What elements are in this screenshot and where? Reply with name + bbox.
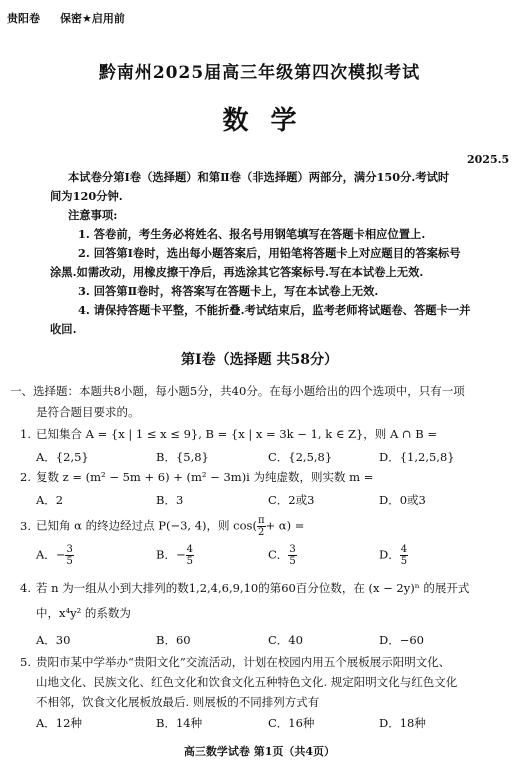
q3-option-d (379, 544, 408, 567)
question-fraction (257, 515, 266, 538)
question-4-line-2: 中，x⁴y² 的系数为 (36, 606, 131, 620)
question-1 (20, 426, 437, 442)
q2-option-b: B．3 (156, 493, 184, 507)
q3-option-a (36, 544, 74, 567)
question-stem-line-1: 贵阳市某中学举办“贵阳文化”交流活动，计划在校园内用五个展板展示阳明文化、 (36, 655, 451, 669)
q3-option-c (268, 544, 297, 567)
fraction-denominator: 2 (258, 527, 265, 538)
q5-option-d: D．18种 (379, 716, 426, 730)
question-number: 2. (20, 470, 31, 484)
option-label: D． (379, 547, 400, 562)
section1-line-2: 是符合题目要求的。 (36, 405, 140, 419)
question-4 (20, 580, 469, 596)
q1-option-a: A．{2,5} (36, 450, 89, 464)
note-3: 3. 回答第Ⅱ卷时，将答案写在答题卡上，写在本试卷上无效. (78, 284, 379, 298)
fraction-numerator: 3 (289, 544, 296, 555)
notes-title: 注意事项: (68, 208, 118, 222)
q1-option-c: C．{2,5,8} (268, 450, 333, 464)
fraction-denominator: 5 (400, 556, 408, 567)
question-2 (20, 469, 373, 485)
option-label: C． (268, 547, 289, 562)
section1-line-1: 一、选择题：本题共8小题，每小题5分，共40分。在每小题给出的四个选项中，只有一项 (10, 384, 465, 398)
note-4: 4. 请保持答题卡平整，不能折叠.考试结束后，监考老师将试题卷、答题卡一并 (78, 303, 471, 317)
q1-option-d: D．{1,2,5,8} (379, 450, 455, 464)
question-5-line-2: 山地文化、民族文化、红色文化和饮食文化五种特色文化. 规定阳明文化与红色文化 (36, 675, 458, 689)
question-stem: 已知集合 A = {x | 1 ≤ x ≤ 9}, B = {x | x = 3k − 1, k ∈ Z}，则 A ∩ B = (36, 427, 437, 441)
fraction-numerator: 3 (66, 544, 73, 555)
option-sign: − (175, 547, 186, 562)
fraction-numerator: π (257, 515, 265, 526)
option-fraction (186, 544, 194, 567)
fraction-denominator: 5 (289, 556, 296, 567)
question-3 (20, 515, 304, 538)
q1-option-b: B．{5,8} (156, 450, 209, 464)
note-2: 2. 回答第Ⅰ卷时，选出每小题答案后，用铅笔将答题卡上对应题目的答案标号 (78, 246, 461, 260)
fraction-numerator: 4 (400, 544, 408, 555)
note-2-cont: 涂黑.如需改动，用橡皮擦干净后，再选涂其它答案标号.写在本试卷上无效. (50, 265, 424, 279)
question-stem-post: + α) = (265, 518, 305, 533)
option-sign: − (55, 547, 66, 562)
part1-title: 第Ⅰ卷（选择题 共58分） (181, 352, 338, 368)
q5-option-a: A．12种 (36, 716, 82, 730)
question-number: 3. (20, 518, 31, 533)
q4-option-c: C．40 (268, 633, 303, 647)
question-stem-pre: 已知角 α 的终边经过点 P(−3, 4)，则 cos( (36, 518, 257, 533)
exam-title: 黔南州2025届高三年级第四次模拟考试 (98, 63, 421, 83)
fraction-denominator: 5 (66, 556, 73, 567)
exam-date: 2025.5 (467, 153, 510, 166)
option-label: A． (36, 547, 56, 562)
q4-option-d: D．−60 (379, 633, 424, 647)
option-label: B． (156, 547, 176, 562)
page-footer: 高三数学试卷 第1页（共4页） (183, 745, 336, 758)
note-4-cont: 收回. (50, 322, 77, 336)
option-fraction (400, 544, 408, 567)
question-number: 5. (20, 655, 31, 669)
intro-line-1: 本试卷分第Ⅰ卷（选择题）和第Ⅱ卷（非选择题）两部分，满分150分.考试时 (68, 170, 450, 184)
q2-option-c: C．2或3 (268, 493, 315, 507)
question-5 (20, 654, 450, 670)
q5-option-b: B．14种 (156, 716, 203, 730)
region-tag: 贵阳卷 (7, 12, 40, 25)
q4-option-a: A．30 (36, 633, 71, 647)
q3-option-b (156, 544, 194, 567)
fraction-denominator: 5 (186, 556, 193, 567)
subject-title: 数学 (222, 106, 319, 136)
question-stem: 复数 z = (m² − 5m + 6) + (m² − 3m)i 为纯虚数，则实数 m = (36, 470, 374, 484)
q4-option-b: B．60 (156, 633, 191, 647)
confidential-tag: 保密★启用前 (60, 12, 125, 25)
question-5-line-3: 不相邻，饮食文化展板放最后. 则展板的不同排列方式有 (36, 695, 320, 709)
option-fraction (288, 544, 296, 567)
note-1: 1. 答卷前，考生务必将姓名、报名号用钢笔填写在答题卡相应位置上. (78, 227, 426, 241)
q2-option-d: D．0或3 (379, 493, 426, 507)
question-number: 1. (20, 427, 31, 441)
q2-option-a: A．2 (36, 493, 64, 507)
intro-line-2: 间为120分钟. (50, 189, 123, 203)
question-stem-line-1: 若 n 为一组从小到大排列的数1,2,4,6,9,10的第60百分位数，在 (x − 2y)ⁿ 的展开式 (36, 581, 470, 595)
question-number: 4. (20, 581, 31, 595)
q5-option-c: C．16种 (268, 716, 315, 730)
fraction-numerator: 4 (186, 544, 193, 555)
option-fraction (65, 544, 73, 567)
